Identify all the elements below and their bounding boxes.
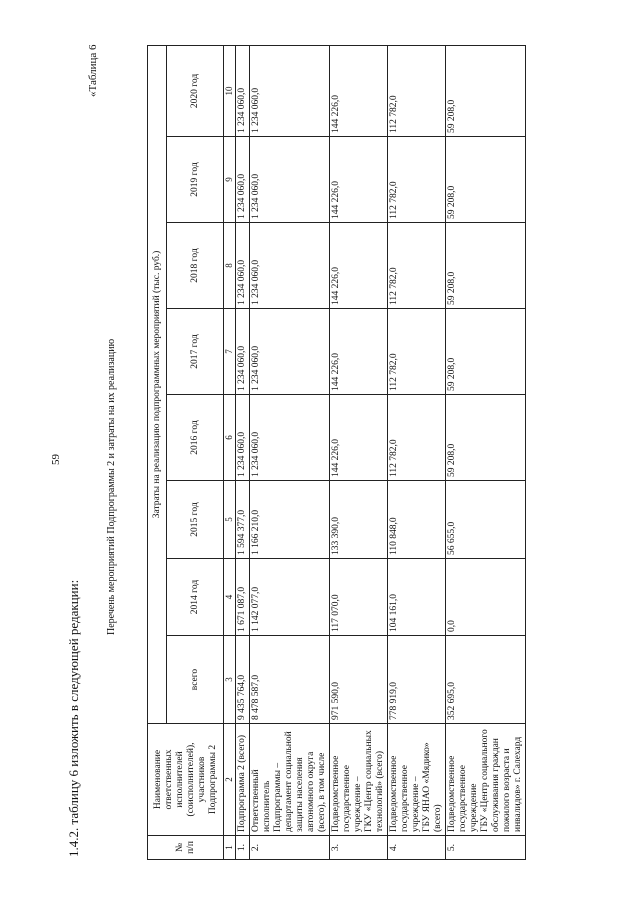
header-line: Наименование	[152, 749, 163, 810]
header-line: №	[174, 842, 185, 853]
row-name-line: ГБУ ЯНАО «Мядико»	[422, 742, 432, 832]
cost-cell: 778 919,0	[388, 636, 446, 724]
row-name	[330, 724, 388, 836]
row-name-line: Подпрограммы –	[273, 762, 283, 832]
cost-cell: 971 590,0	[330, 636, 388, 724]
cost-cell: 1 234 060,0	[236, 309, 250, 395]
cost-cell: 144 226,0	[330, 137, 388, 223]
header-costs: Затраты на реализацию подпрограммных мероприятий (тыс. руб.)	[148, 45, 167, 723]
header-year: 2020 год	[167, 45, 224, 136]
row-name-line: исполнитель	[262, 780, 272, 832]
header-year: 2018 год	[167, 223, 224, 309]
row-name-line: государственное	[458, 765, 468, 832]
header-line: ответственных	[163, 749, 174, 810]
cost-cell: 0,0	[446, 559, 526, 636]
header-num	[148, 836, 224, 860]
cost-cell: 1 234 060,0	[250, 309, 330, 395]
cost-cell: 144 226,0	[330, 309, 388, 395]
table-row	[236, 45, 250, 859]
cost-cell: 1 234 060,0	[236, 395, 250, 481]
column-number: 6	[224, 395, 236, 481]
column-number: 2	[224, 724, 236, 836]
table-caption: Перечень мероприятий Подпрограммы 2 и затраты на их реализацию	[106, 338, 117, 635]
cost-cell: 1 671 087,0	[236, 559, 250, 636]
header-year: 2016 год	[167, 395, 224, 481]
costs-table	[147, 45, 526, 860]
cost-cell: 59 208,0	[446, 223, 526, 309]
header-year: 2019 год	[167, 137, 224, 223]
row-name-line: обслуживания граждан	[491, 738, 501, 832]
row-name-line: Подведомственное	[389, 755, 399, 832]
column-number: 9	[224, 137, 236, 223]
row-name-line: защиты населения	[295, 757, 305, 832]
column-number: 3	[224, 636, 236, 724]
cost-cell: 117 070,0	[330, 559, 388, 636]
row-name-line: ГБУ «Центр социального	[480, 729, 490, 832]
cost-cell: 112 782,0	[388, 223, 446, 309]
header-line: (соисполнителей),	[185, 742, 196, 817]
row-name	[250, 724, 330, 836]
row-number: 5.	[446, 836, 526, 860]
row-name-line: Подпрограмма 2 (всего)	[237, 734, 247, 832]
cost-cell: 352 695,0	[446, 636, 526, 724]
table-row	[446, 45, 526, 859]
cost-cell: 112 782,0	[388, 137, 446, 223]
section-header: 1.4.2. таблицу 6 изложить в следующей редакции:	[66, 579, 81, 857]
row-name-line: департамент социальной	[284, 731, 294, 832]
column-number: 4	[224, 559, 236, 636]
page-number: 59	[50, 454, 62, 465]
row-name-line: ГКУ «Центр социальных	[364, 730, 374, 832]
cost-cell: 112 782,0	[388, 395, 446, 481]
row-number: 3.	[330, 836, 388, 860]
cost-cell: 1 142 077,0	[250, 559, 330, 636]
row-name-line: (всего)	[433, 804, 443, 832]
cost-cell: 144 226,0	[330, 223, 388, 309]
row-name-line: Ответственный	[251, 769, 261, 832]
cost-cell: 104 161,0	[388, 559, 446, 636]
cost-cell: 1 234 060,0	[250, 223, 330, 309]
cost-cell: 1 234 060,0	[236, 223, 250, 309]
cost-cell: 1 234 060,0	[236, 137, 250, 223]
row-name-line: учреждение –	[411, 776, 421, 832]
cost-cell: 1 166 210,0	[250, 481, 330, 559]
cost-cell: 110 848,0	[388, 481, 446, 559]
column-number: 5	[224, 481, 236, 559]
column-number: 10	[224, 45, 236, 136]
cost-cell: 1 234 060,0	[250, 137, 330, 223]
cost-cell: 59 208,0	[446, 137, 526, 223]
row-number: 1.	[236, 836, 250, 860]
cost-cell: 112 782,0	[388, 309, 446, 395]
row-name-line: инвалидов» г. Салехард	[513, 736, 523, 832]
cost-cell: 8 478 587,0	[250, 636, 330, 724]
table-label: «Таблица 6	[87, 44, 99, 97]
row-name-line: учреждение –	[353, 776, 363, 832]
row-name-line: (всего), в том числе	[317, 752, 327, 832]
header-year: 2015 год	[167, 481, 224, 559]
cost-cell: 1 594 377,0	[236, 481, 250, 559]
header-line: п/п	[185, 841, 196, 854]
header-year: 2014 год	[167, 559, 224, 636]
cost-cell: 59 208,0	[446, 309, 526, 395]
table-row	[330, 45, 388, 859]
header-line: исполнителей	[174, 751, 185, 808]
row-number: 2.	[250, 836, 330, 860]
row-number: 4.	[388, 836, 446, 860]
table-row	[250, 45, 330, 859]
row-name-line: государственное	[400, 765, 410, 832]
column-number: 7	[224, 309, 236, 395]
row-name-line: Подведомственное	[331, 755, 341, 832]
row-name-line: Подведомственное	[447, 755, 457, 832]
row-name-line: автономного округа	[306, 751, 316, 832]
header-line: Подпрограммы 2	[207, 744, 218, 815]
row-name-line: технологий» (всего)	[375, 750, 385, 832]
column-number: 1	[224, 836, 236, 860]
row-name	[446, 724, 526, 836]
cost-cell: 144 226,0	[330, 45, 388, 136]
table-row	[388, 45, 446, 859]
cost-cell: 1 234 060,0	[236, 45, 250, 136]
row-name-line: государственное	[342, 765, 352, 832]
cost-cell: 56 655,0	[446, 481, 526, 559]
cost-cell: 144 226,0	[330, 395, 388, 481]
row-name-line: учреждение	[469, 783, 479, 832]
row-name	[236, 724, 250, 836]
row-name	[388, 724, 446, 836]
column-number: 8	[224, 223, 236, 309]
cost-cell: 1 234 060,0	[250, 45, 330, 136]
header-year: всего	[167, 636, 224, 724]
cost-cell: 133 390,0	[330, 481, 388, 559]
row-name-line: пожилого возраста и	[502, 748, 512, 832]
header-line: участников	[196, 756, 207, 803]
cost-cell: 59 208,0	[446, 45, 526, 136]
header-year: 2017 год	[167, 309, 224, 395]
cost-cell: 112 782,0	[388, 45, 446, 136]
cost-cell: 1 234 060,0	[250, 395, 330, 481]
header-name	[148, 724, 224, 836]
cost-cell: 9 435 764,0	[236, 636, 250, 724]
cost-cell: 59 208,0	[446, 395, 526, 481]
